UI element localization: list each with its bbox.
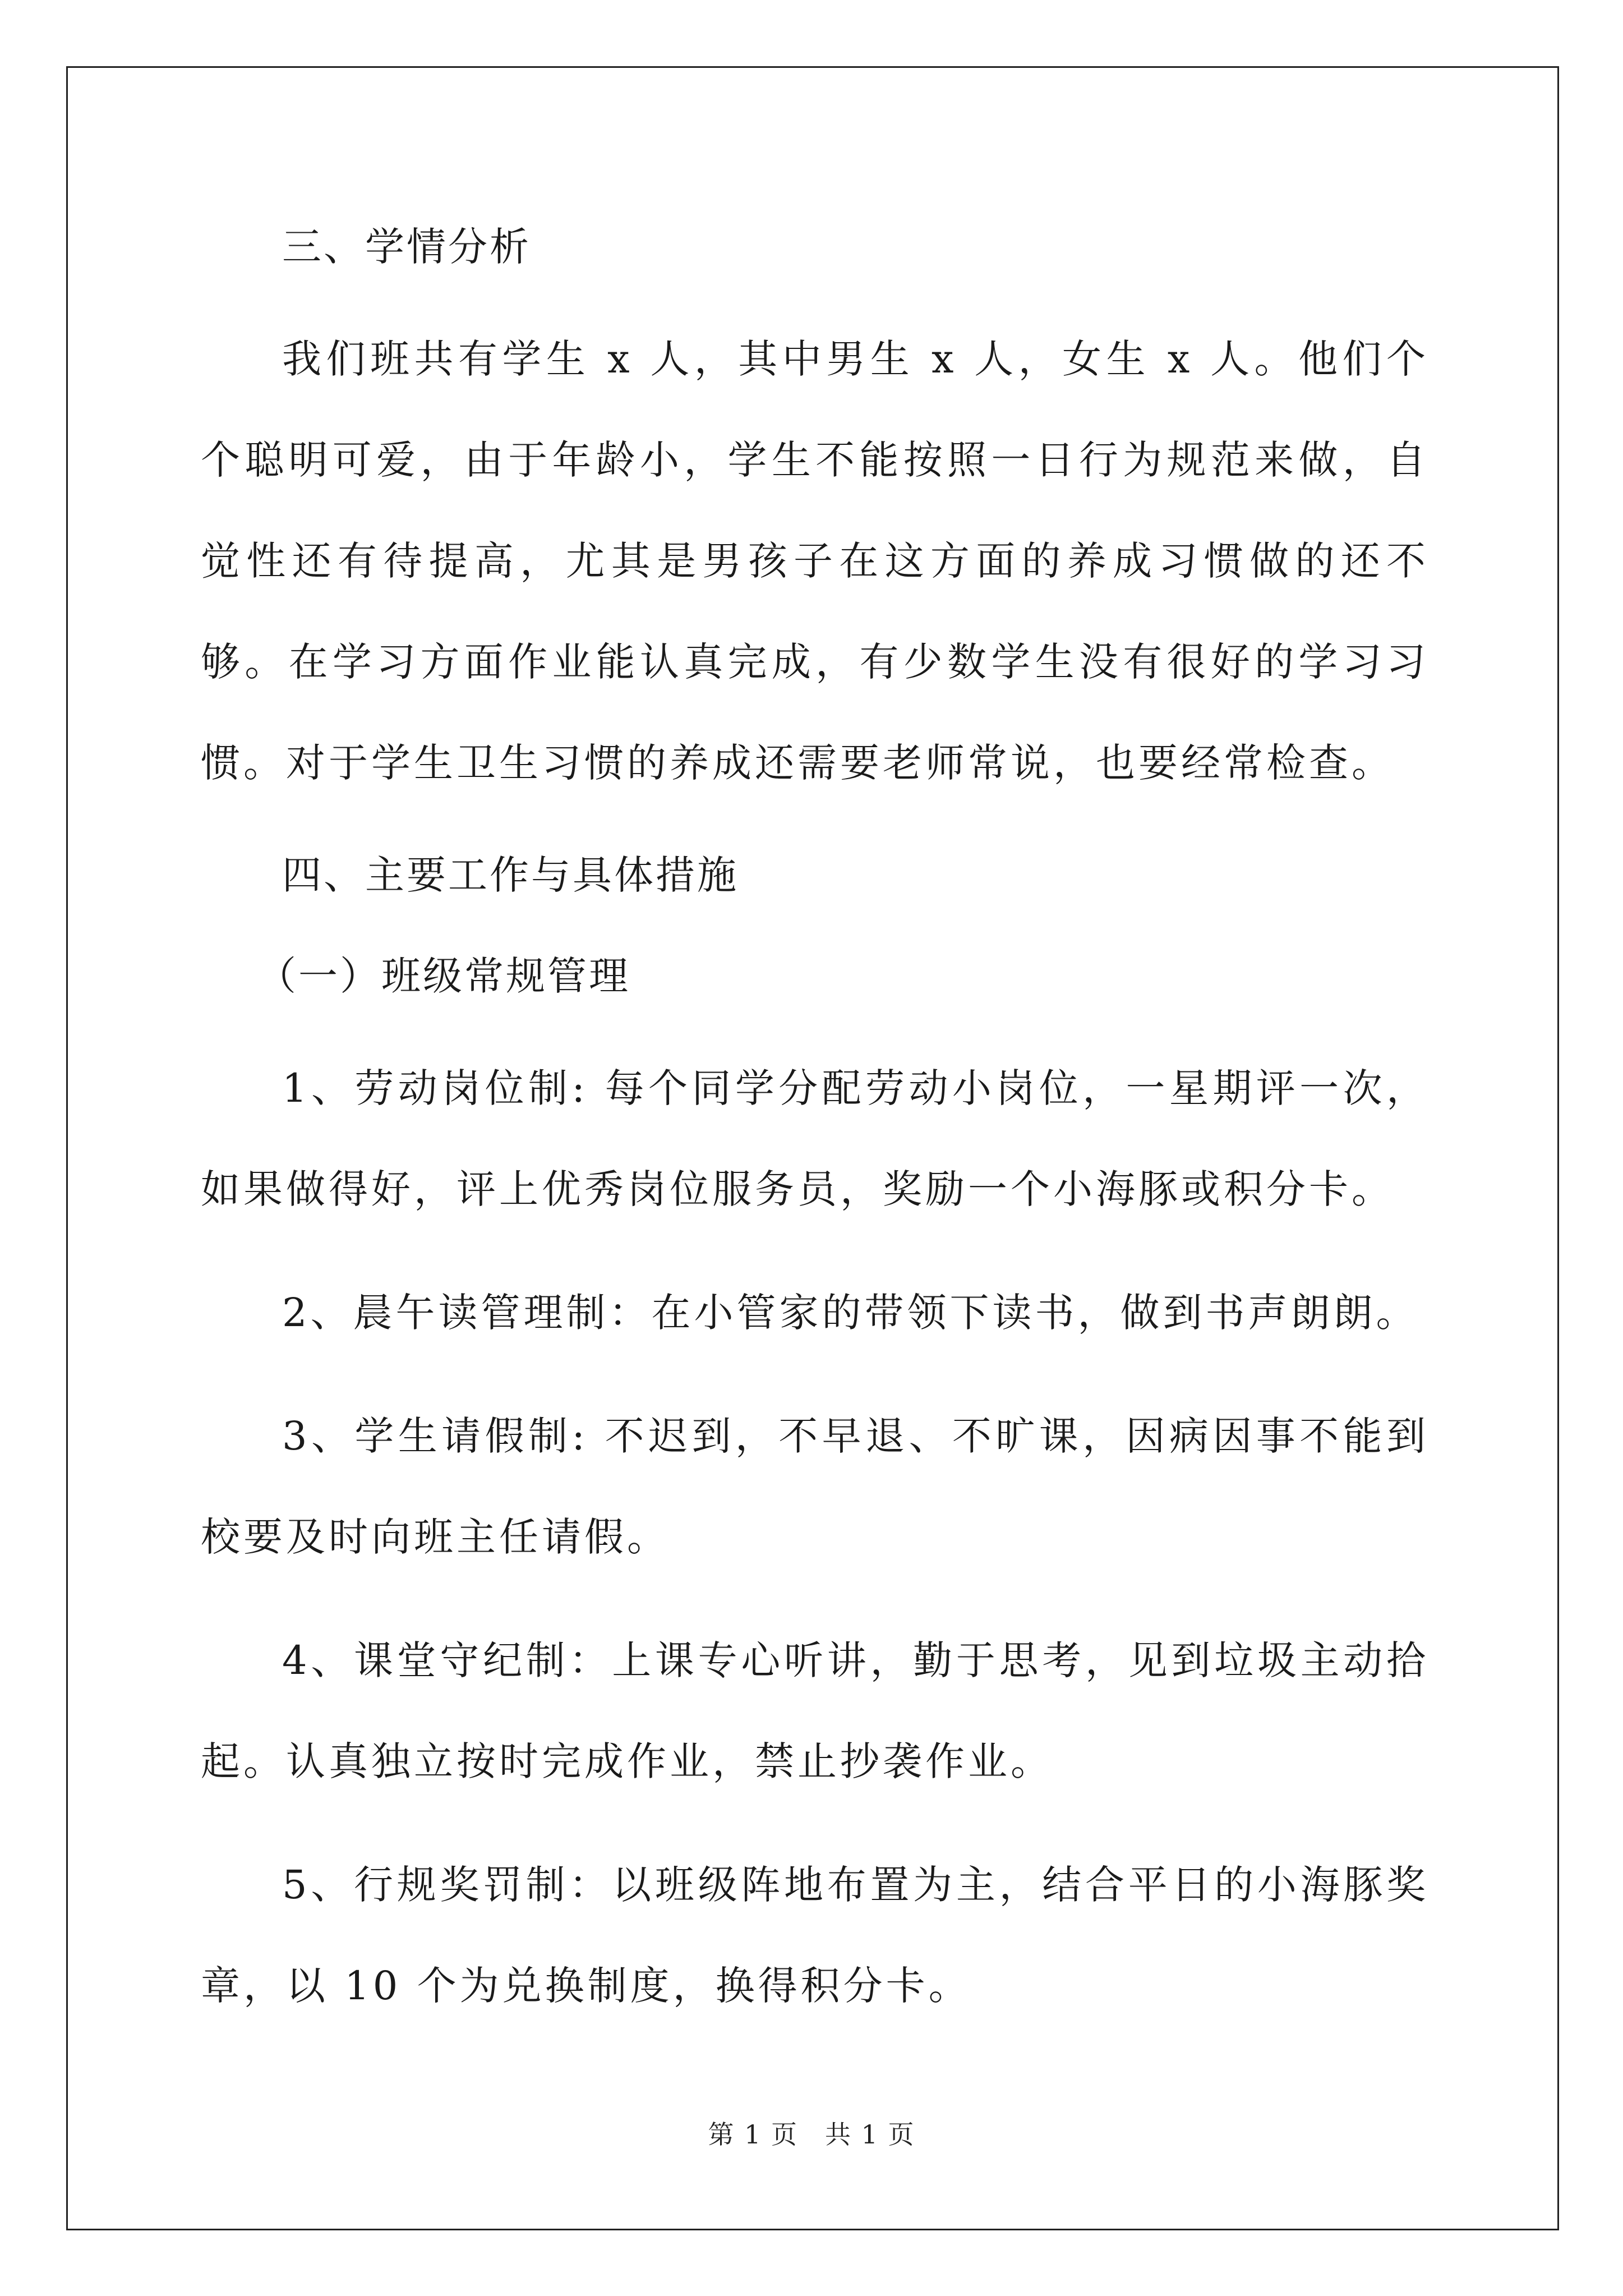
list-item: 2、晨午读管理制：在小管家的带领下读书，做到书声朗朗。 <box>282 1290 1419 1336</box>
page-number: 第 1 页 <box>708 2119 798 2150</box>
section-heading-main-work: 四、主要工作与具体措施 <box>282 852 739 898</box>
list-item: 5、行规奖罚制：以班级阵地布置为主，结合平日的小海豚奖章，以 10 个为兑换制度，换得积分卡。 <box>201 1862 1429 2009</box>
list-item: 3、学生请假制: 不迟到，不早退、不旷课，因病因事不能到校要及时向班主任请假。 <box>201 1413 1429 1560</box>
list-item: 4、课堂守纪制：上课专心听讲，勤于思考，见到垃圾主动拾起。认真独立按时完成作业，禁止抄袭作业。 <box>201 1637 1429 1784</box>
document-body <box>201 208 1429 2036</box>
list-item: 1、劳动岗位制: 每个同学分配劳动小岗位，一星期评一次，如果做得好，评上优秀岗位服务员，奖励一个小海豚或积分卡。 <box>201 1065 1429 1212</box>
learning-analysis-paragraph: 我们班共有学生 x 人，其中男生 x 人，女生 x 人。他们个个聪明可爱，由于年龄小，学生不能按照一日行为规范来做，自觉性还有待提高，尤其是男孩子在这方面的养成习惯做的还不够。在学习方面作业能认真完成，有少数学生没有很好的学习习惯。对于学生卫生习惯的养成还需要老师常说，也要经常检查。 <box>201 336 1429 786</box>
section-heading-learning-analysis: 三、学情分析 <box>282 224 531 270</box>
subsection-heading-class-management: （一）班级常规管理 <box>257 953 630 999</box>
page-total: 共 1 页 <box>825 2119 915 2150</box>
page-footer <box>0 2118 1623 2151</box>
